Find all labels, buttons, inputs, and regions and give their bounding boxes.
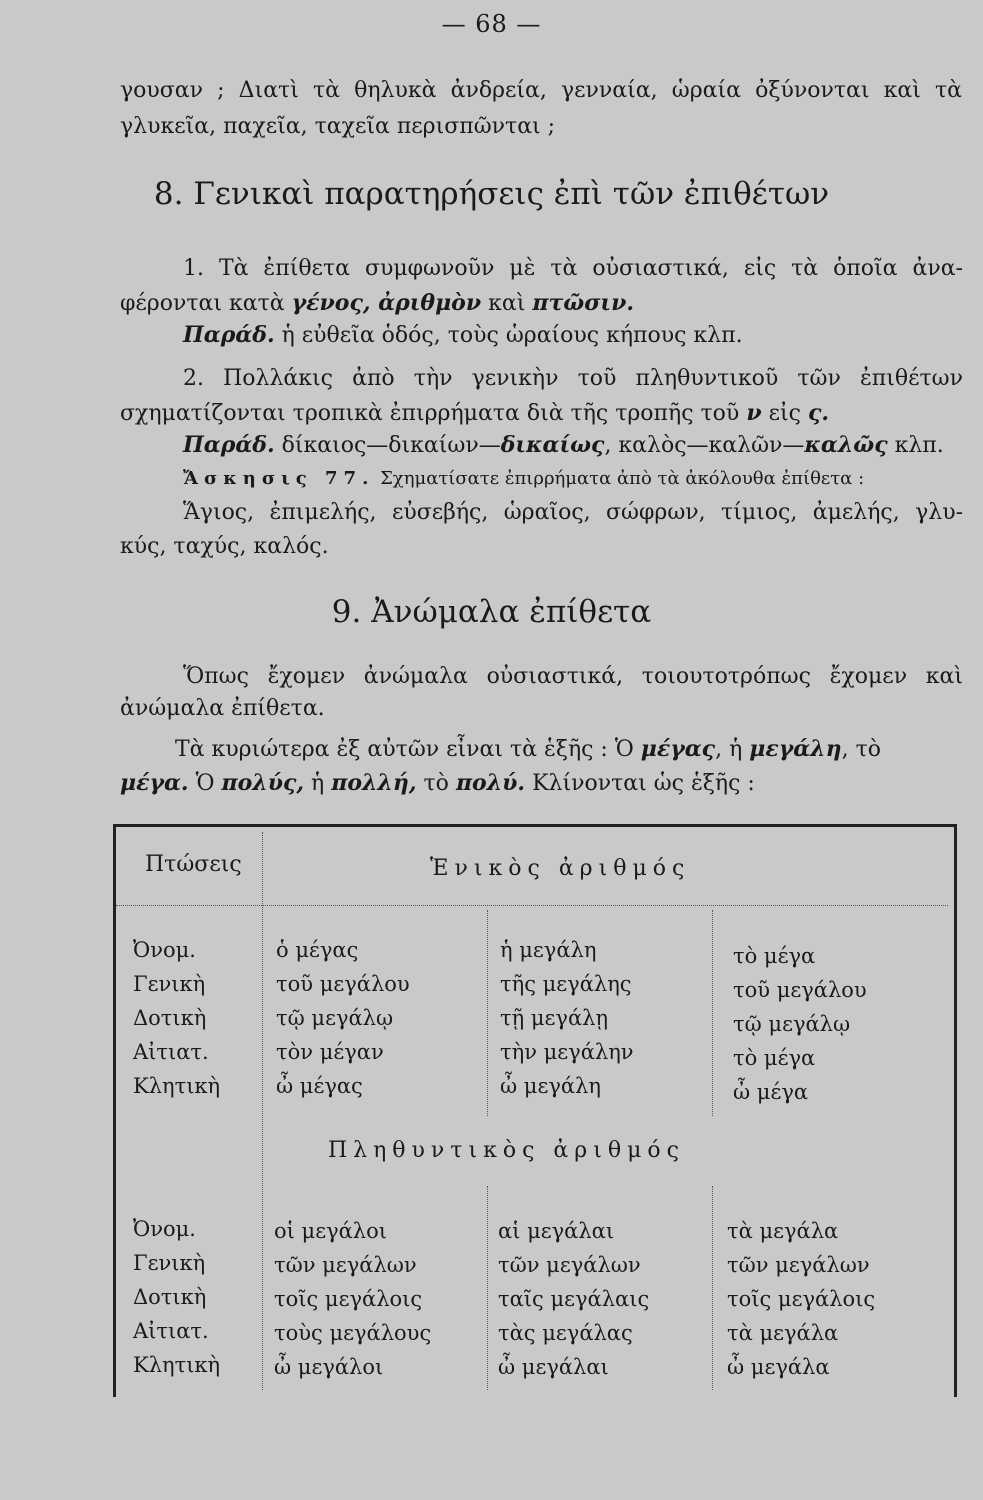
s9-p2-line-1-e: , τὸ	[841, 737, 882, 762]
section-8-heading: 8. Γενικαὶ παρατηρήσεις ἐπὶ τῶν ἐπιθέτων	[153, 176, 830, 212]
plural-neuter-column	[727, 1214, 875, 1384]
table-divider-sing-2	[712, 910, 713, 1116]
exercise-label: Ἄσκησις 77.	[183, 468, 375, 489]
singular-feminine-column	[500, 933, 634, 1103]
s8-example-2-b: δικαίως	[500, 432, 605, 458]
table-cell: αἱ μεγάλαι	[498, 1219, 615, 1243]
table-cell: τὰς μεγάλας	[498, 1321, 633, 1345]
case-label: Δοτικὴ	[133, 1285, 207, 1309]
s8-term-gender-number: γένος, ἀριθμὸν	[291, 290, 482, 316]
case-label: Ὀνομ.	[133, 1217, 196, 1241]
s8-example-2-d: καλῶς	[804, 432, 888, 458]
s8-p1-line-2-c: καὶ	[488, 291, 526, 316]
case-label: Γενικὴ	[133, 972, 206, 996]
table-cell: ὦ μέγα	[733, 1080, 809, 1104]
table-cell: τῇ μεγάλῃ	[500, 1006, 609, 1030]
table-cell: οἱ μεγάλοι	[274, 1219, 387, 1243]
s8-example-2-e: κλπ.	[894, 433, 944, 458]
singular-neuter-column	[733, 939, 867, 1109]
s8-p2-line-2-a: σχηματίζονται τροπικὰ ἐπιρρήματα διὰ τῆς τροπῆς τοῦ	[120, 401, 740, 426]
table-cell: τῷ μεγάλῳ	[276, 1006, 394, 1030]
s9-to: τὸ	[423, 771, 449, 796]
table-cell: ὦ μεγάλαι	[498, 1355, 609, 1379]
table-cell: τὸ μέγα	[733, 1046, 816, 1070]
table-cell: τῶν μεγάλων	[727, 1253, 870, 1277]
intro-line-2: γλυκεῖα, παχεῖα, ταχεῖα περισπῶνται ;	[120, 114, 556, 139]
s8-p2-letter-nu: ν	[746, 400, 762, 426]
case-label: Ὀνομ.	[133, 938, 196, 962]
cases-column-plural	[133, 1212, 220, 1382]
table-cell: τὴν μεγάλην	[500, 1040, 634, 1064]
table-cell: τοὺς μεγάλους	[274, 1321, 432, 1345]
table-cell: ταῖς μεγάλαις	[498, 1287, 650, 1311]
s8-p2-line-2	[120, 398, 962, 429]
exercise-line-2: Ἅγιος, ἐπιμελής, εὐσεβής, ὡραῖος, σώφρων, τίμιος, ἀμελής, γλυ-	[183, 500, 963, 525]
s8-example-1-text: ἡ εὐθεῖα ὁδός, τοὺς ὡραίους κήπους κλπ.	[281, 323, 743, 348]
exercise-line-3: κύς, ταχύς, καλός.	[120, 534, 329, 559]
s8-example-1-label: Παράδ.	[183, 322, 275, 348]
s8-example-2-a: δίκαιος—δικαίων—	[281, 433, 501, 458]
table-cell: τοῖς μεγάλοις	[274, 1287, 423, 1311]
table-cell: τῶν μεγάλων	[274, 1253, 417, 1277]
s9-poly: πολύ.	[455, 770, 526, 796]
table-divider-cases	[262, 832, 263, 1390]
cases-column-singular	[133, 933, 220, 1103]
s9-o: Ὁ	[195, 771, 215, 796]
s8-p1-line-1: 1. Τὰ ἐπίθετα συμφωνοῦν μὲ τὰ οὐσιαστικά, εἰς τὰ ὁποῖα ἀνα-	[183, 256, 963, 281]
case-label: Γενικὴ	[133, 1251, 206, 1275]
case-label: Κλητικὴ	[133, 1074, 221, 1098]
table-divider-plur-1	[487, 1186, 488, 1390]
s8-example-1	[183, 320, 983, 351]
case-label: Κλητικὴ	[133, 1353, 221, 1377]
table-divider-header	[116, 905, 948, 906]
s9-p2-line-2	[120, 768, 962, 799]
s9-polys: πολύς,	[221, 770, 305, 796]
case-label: Αἰτιατ.	[133, 1040, 209, 1064]
table-cell: τοῦ μεγάλου	[276, 972, 410, 996]
table-divider-sing-1	[487, 910, 488, 1116]
s9-p2-line-1-c: , ἡ	[715, 737, 743, 762]
table-cell: ὦ μεγάλοι	[274, 1355, 384, 1379]
exercise-text: Σχηματίσατε ἐπιρρήματα ἀπὸ τὰ ἀκόλουθα ἐπίθετα :	[380, 468, 865, 489]
table-cell: τῶν μεγάλων	[498, 1253, 641, 1277]
s8-term-case: πτῶσιν.	[532, 290, 635, 316]
table-header-plural: Πληθυντικὸς ἀριθμός	[328, 1138, 685, 1163]
table-cell: τὰ μεγάλα	[727, 1321, 839, 1345]
table-cell: τὸ μέγα	[733, 944, 816, 968]
s8-example-2-c: , καλὸς—καλῶν—	[604, 433, 805, 458]
section-9-heading: 9. Ἀνώμαλα ἐπίθετα	[331, 594, 652, 630]
s8-example-2	[183, 430, 983, 461]
singular-masculine-column	[276, 933, 410, 1103]
table-header-singular: Ἑνικὸς ἀριθμός	[430, 856, 691, 881]
s9-p2-line-1-a: Τὰ κυριώτερα ἐξ αὐτῶν εἶναι τὰ ἑξῆς : Ὁ	[175, 737, 634, 762]
s8-p1-line-2-a: φέρονται κατὰ	[120, 291, 285, 316]
s8-p2-line-1: 2. Πολλάκις ἀπὸ τὴν γενικὴν τοῦ πληθυντικοῦ τῶν ἐπιθέτων	[183, 366, 963, 391]
table-cell: ἡ μεγάλη	[500, 938, 597, 962]
s9-mega: μέγα.	[120, 770, 189, 796]
s9-p1-line-2: ἀνώμαλα ἐπίθετα.	[120, 696, 325, 721]
case-label: Δοτικὴ	[133, 1006, 207, 1030]
s9-i: ἡ	[311, 771, 325, 796]
s9-p2-line-1	[175, 734, 965, 765]
s9-p1-line-1: Ὅπως ἔχομεν ἀνώμαλα οὐσιαστικά, τοιουτοτρόπως ἔχομεν καὶ	[183, 664, 963, 689]
table-header-cases: Πτώσεις	[145, 852, 242, 877]
table-cell: ὦ μεγάλη	[500, 1074, 601, 1098]
table-cell: ὁ μέγας	[276, 938, 359, 962]
s8-example-2-label: Παράδ.	[183, 432, 275, 458]
exercise-77	[183, 464, 983, 494]
table-cell: ὦ μέγας	[276, 1074, 363, 1098]
s9-megas: μέγας	[640, 736, 716, 762]
plural-feminine-column	[498, 1214, 649, 1384]
table-cell: τοῖς μεγάλοις	[727, 1287, 876, 1311]
table-cell: τοῦ μεγάλου	[733, 978, 867, 1002]
s8-p2-letter-sigma: ς.	[807, 400, 829, 426]
table-cell: τὰ μεγάλα	[727, 1219, 839, 1243]
case-label: Αἰτιατ.	[133, 1319, 209, 1343]
s9-polli: πολλή,	[331, 770, 417, 796]
s8-p2-line-2-c: εἰς	[768, 401, 801, 426]
s9-declined-as-follows: Κλίνονται ὡς ἑξῆς :	[532, 771, 755, 796]
table-divider-plur-2	[712, 1186, 713, 1390]
s9-megali: μεγάλη	[749, 736, 842, 762]
s8-p1-line-2	[120, 288, 962, 319]
page-number: — 68 —	[441, 10, 542, 38]
plural-masculine-column	[274, 1214, 431, 1384]
intro-line-1: γουσαν ; Διατὶ τὰ θηλυκὰ ἀνδρεία, γενναία, ὡραία ὀξύνονται καὶ τὰ	[120, 78, 962, 103]
table-cell: τὸν μέγαν	[276, 1040, 384, 1064]
table-cell: ὦ μεγάλα	[727, 1355, 830, 1379]
table-cell: τῆς μεγάλης	[500, 972, 632, 996]
table-cell: τῷ μεγάλῳ	[733, 1012, 851, 1036]
